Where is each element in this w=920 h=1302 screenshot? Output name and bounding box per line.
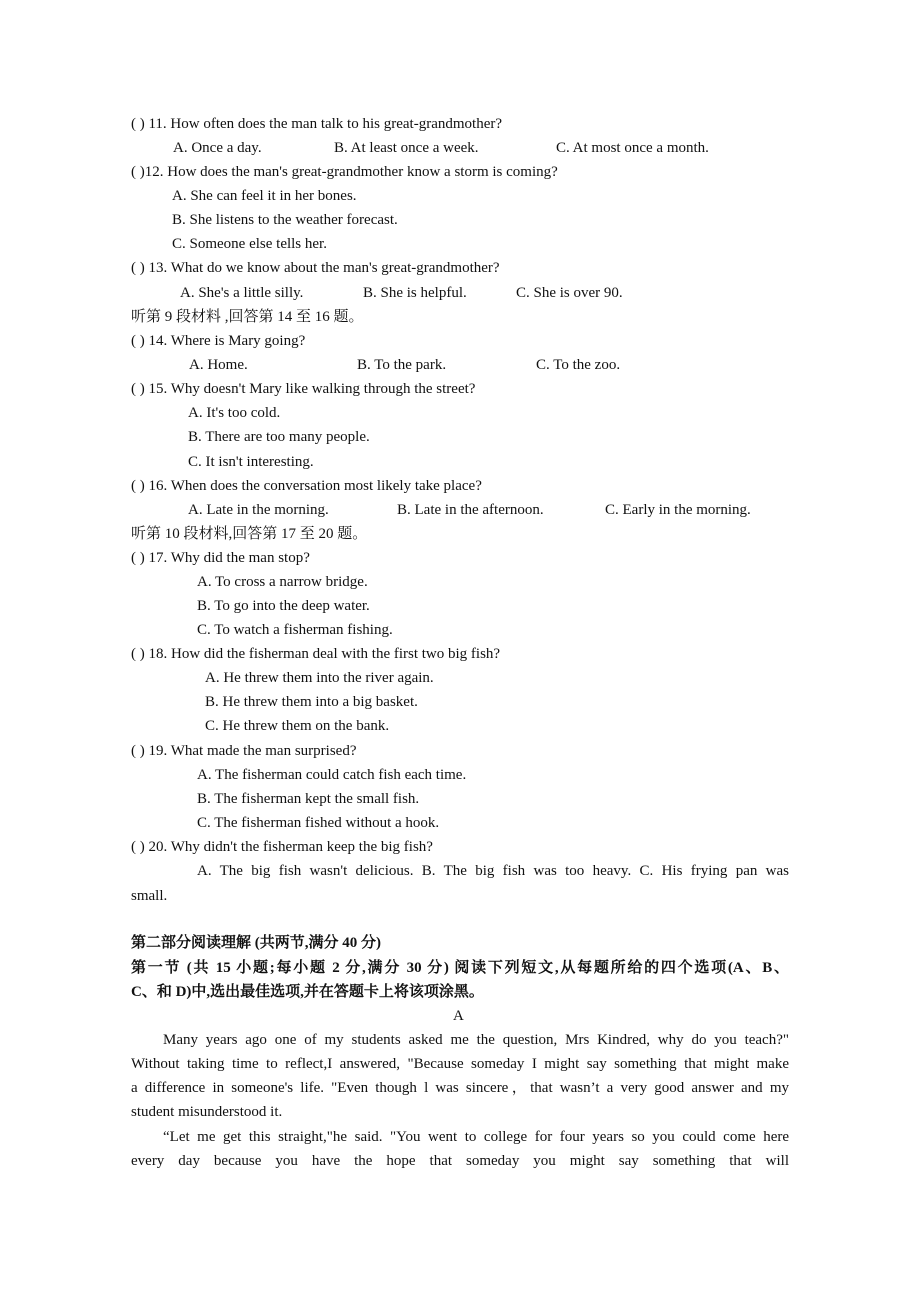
question-11-option-a: A. Once a day. <box>173 140 262 156</box>
passage-paragraph-1-line-3: a difference in someone's life. "Even though l was sincere，that wasn’t a very good answer and my <box>131 1080 789 1096</box>
section-9-instruction: 听第 9 段材料 ,回答第 14 至 16 题。 <box>131 309 364 325</box>
question-19-option-c: C. The fisherman fished without a hook. <box>197 815 440 831</box>
question-14-option-a: A. Home. <box>189 357 248 373</box>
question-20-options-continued: small. <box>131 888 168 904</box>
question-16-option-b: B. Late in the afternoon. <box>397 502 544 518</box>
question-19-option-b: B. The fisherman kept the small fish. <box>197 791 420 807</box>
question-15-option-a: A. It's too cold. <box>188 405 281 421</box>
question-12-option-b: B. She listens to the weather forecast. <box>172 212 398 228</box>
question-12-option-c: C. Someone else tells her. <box>172 236 327 252</box>
question-11-option-b: B. At least once a week. <box>334 140 479 156</box>
question-13-option-c: C. She is over 90. <box>516 285 623 301</box>
question-14-option-c: C. To the zoo. <box>536 357 621 373</box>
question-12-option-a: A. She can feel it in her bones. <box>172 188 357 204</box>
section-10-instruction: 听第 10 段材料,回答第 17 至 20 题。 <box>131 526 368 542</box>
passage-paragraph-2-line-2: every day because you have the hope that someday you might say something that will <box>131 1153 789 1169</box>
question-15-option-b: B. There are too many people. <box>188 429 370 445</box>
part-two-title: 第二部分阅读理解 (共两节,满分 40 分) <box>131 935 381 951</box>
question-16-option-c: C. Early in the morning. <box>605 502 751 518</box>
passage-paragraph-1-line-2: Without taking time to reflect,I answered, "Because someday I might say something that might make <box>131 1056 789 1072</box>
passage-paragraph-1-line-4: student misunderstood it. <box>131 1104 283 1120</box>
question-17-stem: ( ) 17. Why did the man stop? <box>131 550 310 566</box>
question-20-options: A. The big fish wasn't delicious. B. The big fish was too heavy. C. His frying pan was <box>197 863 789 879</box>
section-one-instruction-continued: C、和 D)中,选出最佳选项,并在答题卡上将该项涂黑。 <box>131 984 484 1000</box>
question-11-option-c: C. At most once a month. <box>556 140 709 156</box>
question-18-option-b: B. He threw them into a big basket. <box>205 694 418 710</box>
question-13-option-b: B. She is helpful. <box>363 285 467 301</box>
question-11-stem: ( ) 11. How often does the man talk to his great-grandmother? <box>131 116 503 132</box>
question-16-stem: ( ) 16. When does the conversation most likely take place? <box>131 478 482 494</box>
question-18-option-c: C. He threw them on the bank. <box>205 718 390 734</box>
passage-paragraph-1-line-1: Many years ago one of my students asked me the question, Mrs Kindred, why do you teach?" <box>163 1032 789 1048</box>
passage-label: A <box>453 1008 464 1024</box>
question-18-stem: ( ) 18. How did the fisherman deal with the first two big fish? <box>131 646 501 662</box>
question-17-option-c: C. To watch a fisherman fishing. <box>197 622 393 638</box>
question-17-option-a: A. To cross a narrow bridge. <box>197 574 368 590</box>
question-20-stem: ( ) 20. Why didn't the fisherman keep the big fish? <box>131 839 433 855</box>
question-14-stem: ( ) 14. Where is Mary going? <box>131 333 306 349</box>
passage-paragraph-2-line-1: “Let me get this straight,"he said. "You went to college for four years so you could come here <box>163 1129 789 1145</box>
question-19-option-a: A. The fisherman could catch fish each time. <box>197 767 467 783</box>
section-one-instruction: 第一节 (共 15 小题;每小题 2 分,满分 30 分) 阅读下列短文,从每题所给的四个选项(A、B、 <box>131 960 789 976</box>
question-16-option-a: A. Late in the morning. <box>188 502 329 518</box>
question-19-stem: ( ) 19. What made the man surprised? <box>131 743 357 759</box>
question-17-option-b: B. To go into the deep water. <box>197 598 370 614</box>
question-15-stem: ( ) 15. Why doesn't Mary like walking through the street? <box>131 381 476 397</box>
question-15-option-c: C. It isn't interesting. <box>188 454 314 470</box>
question-13-stem: ( ) 13. What do we know about the man's great-grandmother? <box>131 260 500 276</box>
question-12-stem: ( )12. How does the man's great-grandmother know a storm is coming? <box>131 164 558 180</box>
question-14-option-b: B. To the park. <box>357 357 447 373</box>
question-18-option-a: A. He threw them into the river again. <box>205 670 434 686</box>
question-13-option-a: A. She's a little silly. <box>180 285 304 301</box>
